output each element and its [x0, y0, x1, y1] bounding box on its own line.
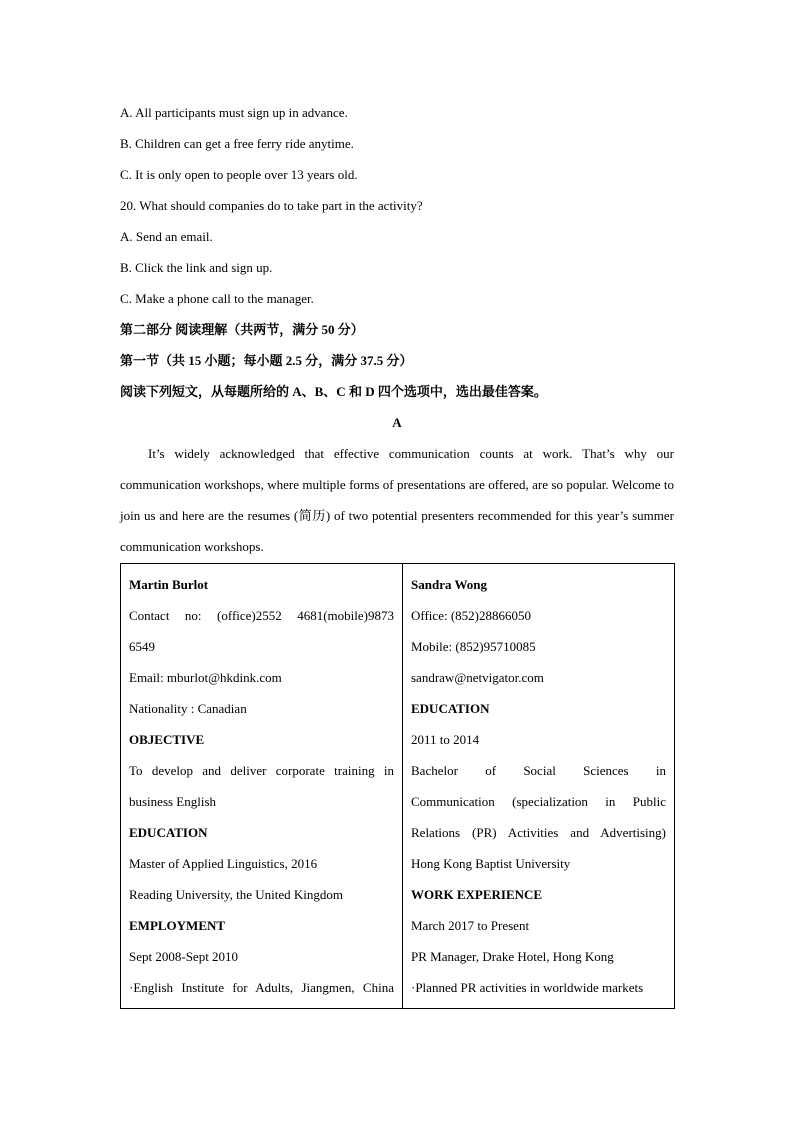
education-heading: EDUCATION: [411, 701, 490, 716]
q20-option-c: C. Make a phone call to the manager.: [120, 291, 314, 306]
q20-option-a: A. Send an email.: [120, 229, 213, 244]
work-duty: ·Planned PR activities in worldwide markets: [411, 980, 644, 995]
education-heading: EDUCATION: [129, 825, 208, 840]
passage-label: A: [392, 415, 402, 430]
exam-page: [120, 97, 674, 1009]
resume-contact-cont: 6549: [129, 639, 155, 654]
employment-employer: ·English Institute for Adults, Jiangmen, China: [129, 980, 394, 995]
objective-text: To develop and deliver corporate training in: [129, 763, 394, 778]
education-degree-cont: Communication (specialization in Public: [411, 794, 666, 809]
education-degree-cont: Relations (PR) Activities and Advertising): [411, 825, 666, 840]
resume-mobile-phone: Mobile: (852)95710085: [411, 639, 536, 654]
passage-intro: It’s widely acknowledged that effective communication counts at work. That’s why our communication workshops, where multiple forms of presentations are offered, are so popular. Welcome to join us and here are the resumes (简历) of two potential presenters recommended for this year’s summer communication workshops.: [120, 446, 674, 554]
education-years: 2011 to 2014: [411, 732, 480, 747]
resume-name: Martin Burlot: [129, 577, 209, 592]
employment-period: Sept 2008-Sept 2010: [129, 949, 239, 964]
q19-option-b: B. Children can get a free ferry ride anytime.: [120, 136, 354, 151]
resume-martin-burlot: [121, 564, 403, 1009]
objective-heading: OBJECTIVE: [129, 732, 205, 747]
q19-option-c: C. It is only open to people over 13 years old.: [120, 167, 358, 182]
employment-heading: EMPLOYMENT: [129, 918, 226, 933]
objective-text-cont: business English: [129, 794, 217, 809]
resume-name: Sandra Wong: [411, 577, 487, 592]
q20-option-b: B. Click the link and sign up.: [120, 260, 273, 275]
section-instruction: 阅读下列短文，从每题所给的 A、B、C 和 D 四个选项中，选出最佳答案。: [120, 384, 547, 399]
resume-office-phone: Office: (852)28866050: [411, 608, 531, 623]
resume-email: sandraw@netvigator.com: [411, 670, 544, 685]
part-title: 第二部分 阅读理解（共两节，满分 50 分）: [120, 322, 364, 337]
resume-nationality: Nationality : Canadian: [129, 701, 247, 716]
education-school: Reading University, the United Kingdom: [129, 887, 343, 902]
resume-sandra-wong: [403, 564, 675, 1009]
section-title: 第一节（共 15 小题；每小题 2.5 分，满分 37.5 分）: [120, 353, 413, 368]
resume-email: Email: mburlot@hkdink.com: [129, 670, 282, 685]
work-period: March 2017 to Present: [411, 918, 530, 933]
work-heading: WORK EXPERIENCE: [411, 887, 543, 902]
education-school: Hong Kong Baptist University: [411, 856, 571, 871]
resume-table: [120, 563, 675, 1009]
education-degree: Bachelor of Social Sciences in: [411, 763, 666, 778]
q19-option-a: A. All participants must sign up in advance.: [120, 105, 348, 120]
resume-contact: Contact no: (office)2552 4681(mobile)9873: [129, 608, 394, 623]
work-position: PR Manager, Drake Hotel, Hong Kong: [411, 949, 614, 964]
q20-question: 20. What should companies do to take part in the activity?: [120, 198, 423, 213]
education-degree: Master of Applied Linguistics, 2016: [129, 856, 318, 871]
